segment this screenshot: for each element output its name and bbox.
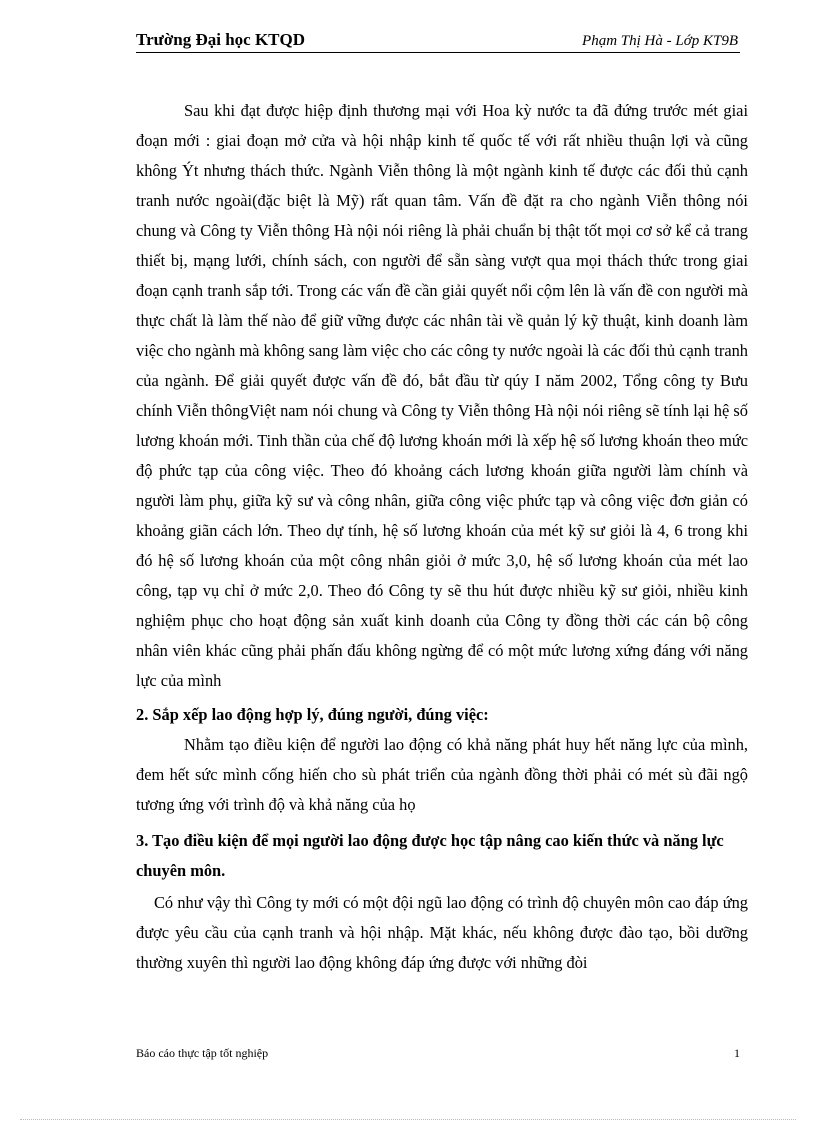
header-school-name: Trường Đại học KTQD — [136, 30, 306, 49]
section-heading-3: 3. Tạo điều kiện để mọi người lao động được học tập nâng cao kiến thức và năng lực chuyên môn. — [136, 831, 724, 880]
paragraph-intro: Sau khi đạt được hiệp định thương mại với Hoa kỳ nước ta đã đứng trước mét giai đoạn mới : giai đoạn mở cửa và hội nhập kinh tế quốc tế với rất nhiều thuận lợi và cũng không Ýt nhưng thách thức. Ngành Viễn thông là một ngành kinh tế được các đối thủ cạnh tranh nước ngoài(đặc biệt là Mỹ) rất quan tâm. Vấn đề đặt ra cho ngành Viễn thông nói chung và Công ty Viễn thông Hà nội nói riêng là phải chuẩn bị thật tốt mọi cơ sở kể cả trang thiết bị, mạng lưới, chính sách, con người để sẵn sàng vượt qua mọi thách thức trong giai đoạn cạnh tranh sắp tới. Trong các vấn đề cần giải quyết nổi cộm lên là vấn đề con người mà thực chất là làm thế nào để giữ vững được các nhân tài về quản lý kỹ thuật, kinh doanh làm việc cho ngành mà không sang làm việc cho các công ty nước ngoài là các đối thủ cạnh tranh của ngành. Để giải quyết được vấn đề đó, bắt đầu từ qúy I năm 2002, Tổng công ty Bưu chính Viễn thôngViệt nam nói chung và Công ty Viễn thông Hà nội nói riêng sẽ tính lại hệ số lương khoán mới. Tinh thần của chế độ lương khoán mới là xếp hệ số lương khoán theo mức độ phức tạp của công việc. Theo đó khoảng cách lương khoán giữa người làm chính và người làm phụ, giữa kỹ sư và công nhân, giữa công việc phức tạp và công việc đơn giản có khoảng giãn cách lớn. Theo dự tính, hệ số lương khoán của mét kỹ sư giỏi là 4, 6 trong khi đó hệ số lương khoán của một công nhân giỏi ở mức 3,0, hệ số lương khoán của mét lao công, tạp vụ chỉ ở mức 2,0. Theo đó Công ty sẽ thu hút được nhiều kỹ sư giỏi, nhiều kinh nghiệm phục cho hoạt động sản xuất kinh doanh của Công ty đồng thời các cán bộ công nhân viên khác cũng phải phấn đấu không ngừng để có một mức lương xứng đáng với năng lực của mình — [136, 101, 748, 690]
page-number: 1 — [734, 1046, 740, 1060]
paragraph-section-2: Nhằm tạo điều kiện để người lao động có khả năng phát huy hết năng lực của mình, đem hết sức mình cống hiến cho sù phát triển của ngành đồng thời phải có mét sù đãi ngộ tương ứng với trình độ và khả năng của họ — [136, 735, 748, 814]
footer-report-title: Báo cáo thực tập tốt nghiệp — [136, 1046, 269, 1060]
section-heading-2: 2. Sắp xếp lao động hợp lý, đúng người, đúng việc: — [136, 705, 489, 724]
header-author-class: Phạm Thị Hà - Lớp KT9B — [582, 33, 738, 49]
document-body — [136, 96, 748, 978]
page-header — [136, 28, 740, 53]
paragraph-section-3: Có như vậy thì Công ty mới có một đội ngũ lao động có trình độ chuyên môn cao đáp ứng được yêu cầu của cạnh tranh và hội nhập. Mặt khác, nếu không được đào tạo, bồi dưỡng thường xuyên thì người lao động không đáp ứng được với những đòi — [136, 893, 748, 972]
page-bottom-divider — [20, 1119, 796, 1120]
